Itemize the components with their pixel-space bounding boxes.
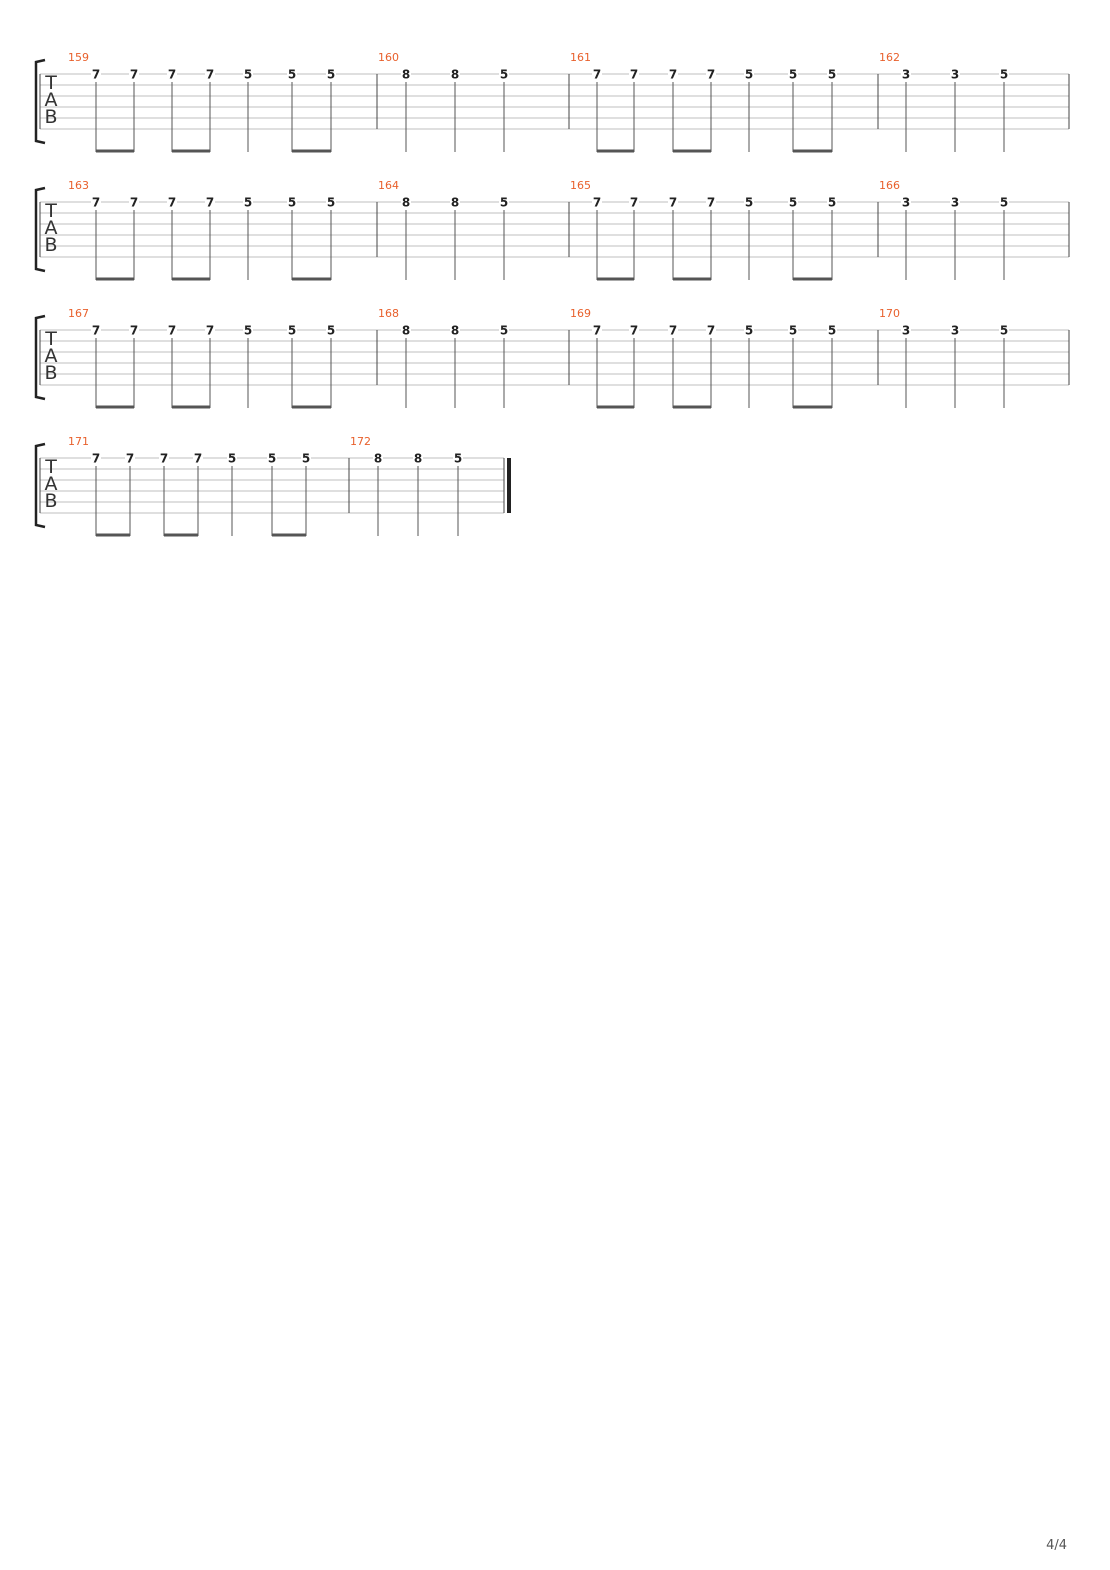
page-number: 4/4 xyxy=(1046,1538,1067,1553)
fret-number: 8 xyxy=(373,451,383,466)
tab-clef-a: A xyxy=(44,217,58,239)
fret-number: 3 xyxy=(901,195,911,210)
fret-number: 3 xyxy=(950,323,960,338)
fret-number: 8 xyxy=(413,451,423,466)
fret-number: 3 xyxy=(901,67,911,82)
fret-number: 7 xyxy=(91,67,101,82)
fret-number: 8 xyxy=(450,195,460,210)
measure-number: 168 xyxy=(378,307,399,320)
fret-number: 5 xyxy=(827,195,837,210)
fret-number: 8 xyxy=(450,323,460,338)
fret-number: 5 xyxy=(499,195,509,210)
fret-number: 7 xyxy=(706,323,716,338)
measure-number: 169 xyxy=(570,307,591,320)
fret-number: 5 xyxy=(827,323,837,338)
fret-number: 5 xyxy=(267,451,277,466)
fret-number: 5 xyxy=(744,195,754,210)
tab-clef-b: B xyxy=(44,106,58,128)
fret-number: 5 xyxy=(744,323,754,338)
fret-number: 7 xyxy=(668,195,678,210)
fret-number: 3 xyxy=(950,195,960,210)
fret-number: 5 xyxy=(999,195,1009,210)
tab-clef-b: B xyxy=(44,362,58,384)
fret-number: 5 xyxy=(243,195,253,210)
fret-number: 5 xyxy=(499,323,509,338)
fret-number: 7 xyxy=(129,67,139,82)
measure-number: 170 xyxy=(879,307,900,320)
fret-number: 5 xyxy=(788,323,798,338)
measure-number: 164 xyxy=(378,179,399,192)
fret-number: 5 xyxy=(744,67,754,82)
fret-number: 5 xyxy=(827,67,837,82)
fret-number: 5 xyxy=(788,195,798,210)
tab-clef-a: A xyxy=(44,89,58,111)
fret-number: 5 xyxy=(243,323,253,338)
fret-number: 7 xyxy=(629,323,639,338)
measure-number: 165 xyxy=(570,179,591,192)
fret-number: 5 xyxy=(301,451,311,466)
fret-number: 7 xyxy=(129,195,139,210)
measure-number: 167 xyxy=(68,307,89,320)
fret-number: 5 xyxy=(326,323,336,338)
measure-number: 159 xyxy=(68,51,89,64)
measure-number: 172 xyxy=(350,435,371,448)
measure-number: 161 xyxy=(570,51,591,64)
fret-number: 7 xyxy=(592,195,602,210)
fret-number: 7 xyxy=(592,67,602,82)
fret-number: 8 xyxy=(450,67,460,82)
fret-number: 7 xyxy=(159,451,169,466)
fret-number: 5 xyxy=(999,67,1009,82)
fret-number: 7 xyxy=(668,67,678,82)
fret-number: 3 xyxy=(950,67,960,82)
fret-number: 7 xyxy=(91,195,101,210)
fret-number: 7 xyxy=(668,323,678,338)
fret-number: 5 xyxy=(453,451,463,466)
tab-clef-t: T xyxy=(45,456,57,478)
fret-number: 7 xyxy=(193,451,203,466)
fret-number: 5 xyxy=(788,67,798,82)
fret-number: 5 xyxy=(326,67,336,82)
fret-number: 7 xyxy=(706,67,716,82)
fret-number: 5 xyxy=(287,323,297,338)
fret-number: 5 xyxy=(287,195,297,210)
fret-number: 5 xyxy=(287,67,297,82)
fret-number: 7 xyxy=(592,323,602,338)
tab-clef-t: T xyxy=(45,200,57,222)
fret-number: 7 xyxy=(629,195,639,210)
fret-number: 5 xyxy=(243,67,253,82)
fret-number: 5 xyxy=(999,323,1009,338)
fret-number: 7 xyxy=(167,67,177,82)
fret-number: 5 xyxy=(326,195,336,210)
tab-clef-a: A xyxy=(44,473,58,495)
fret-number: 7 xyxy=(91,323,101,338)
measure-number: 162 xyxy=(879,51,900,64)
fret-number: 7 xyxy=(205,67,215,82)
tab-clef-t: T xyxy=(45,72,57,94)
fret-number: 5 xyxy=(499,67,509,82)
tab-clef-b: B xyxy=(44,234,58,256)
fret-number: 7 xyxy=(167,323,177,338)
fret-number: 7 xyxy=(167,195,177,210)
measure-number: 163 xyxy=(68,179,89,192)
fret-number: 7 xyxy=(629,67,639,82)
tab-clef-a: A xyxy=(44,345,58,367)
measure-number: 166 xyxy=(879,179,900,192)
fret-number: 7 xyxy=(205,323,215,338)
tab-clef-b: B xyxy=(44,490,58,512)
tab-clef-t: T xyxy=(45,328,57,350)
fret-number: 5 xyxy=(227,451,237,466)
fret-number: 8 xyxy=(401,67,411,82)
fret-number: 7 xyxy=(129,323,139,338)
measure-number: 171 xyxy=(68,435,89,448)
fret-number: 3 xyxy=(901,323,911,338)
measure-number: 160 xyxy=(378,51,399,64)
fret-number: 7 xyxy=(706,195,716,210)
fret-number: 8 xyxy=(401,195,411,210)
fret-number: 8 xyxy=(401,323,411,338)
fret-number: 7 xyxy=(91,451,101,466)
fret-number: 7 xyxy=(205,195,215,210)
fret-number: 7 xyxy=(125,451,135,466)
